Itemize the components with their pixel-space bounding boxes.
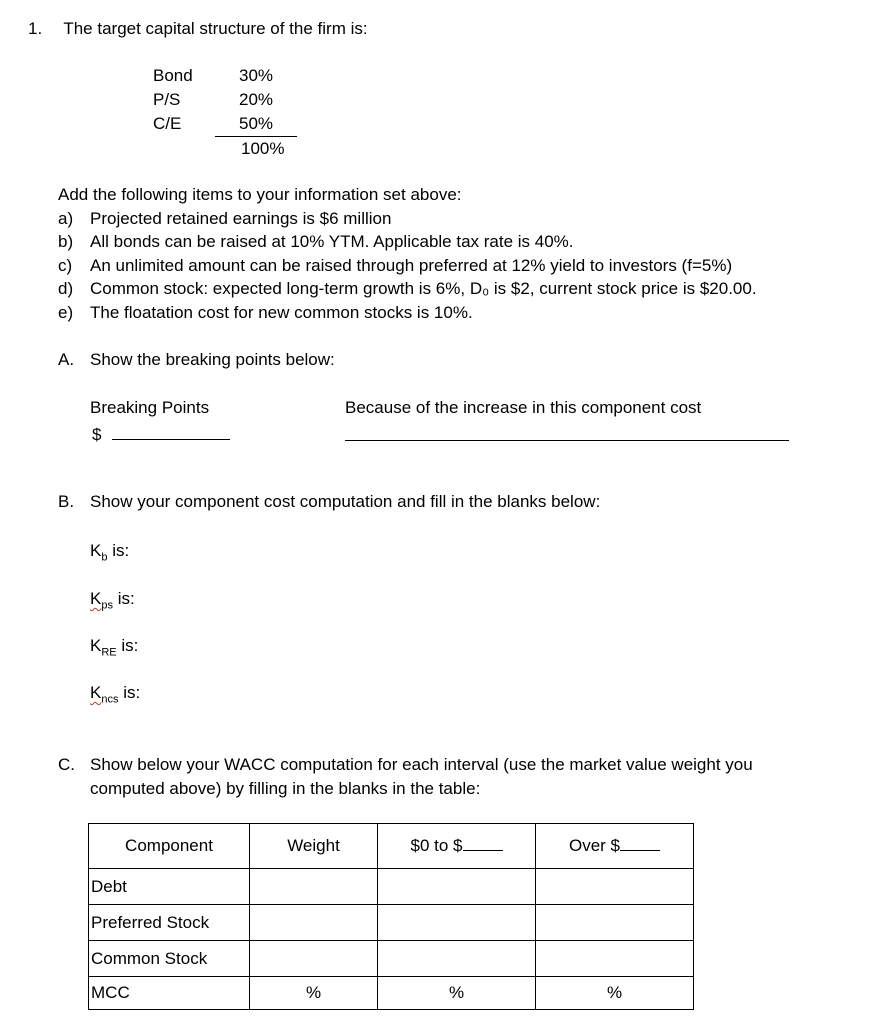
part-c-line1: Show below your WACC computation for each interval (use the market value weight you (90, 755, 753, 774)
capital-row-total (153, 137, 297, 162)
capital-value: 30% (238, 66, 274, 85)
row-label-debt: Debt (89, 869, 250, 905)
component-cost-blank[interactable] (345, 440, 789, 441)
list-marker: b) (58, 232, 74, 251)
kps-label: $K_{ps}$ is: (90, 589, 135, 612)
capital-label: P/S (153, 90, 181, 109)
row-label-mcc: MCC (89, 977, 250, 1010)
list-item (58, 277, 757, 301)
interval-2-blank[interactable] (620, 836, 660, 851)
list-text: All bonds can be raised at 10% YTM. Applicable tax rate is 40%. (90, 232, 574, 251)
list-text: Common stock: expected long-term growth is 6%, D₀ is $2, current stock price is $20.00. (90, 279, 757, 298)
part-c-line2: computed above) by filling in the blanks in the table: (90, 779, 481, 798)
row-label-preferred: Preferred Stock (89, 905, 250, 941)
part-b-text: Show your component cost computation and fill in the blanks below: (90, 492, 601, 511)
kre-label: $K_{RE}$ is: (90, 636, 139, 659)
interval-2-cell[interactable] (536, 905, 694, 941)
table-row (89, 941, 694, 977)
mcc-interval-1-cell[interactable]: % (378, 977, 536, 1010)
list-marker: a) (58, 208, 74, 228)
breaking-points-header: Breaking Points (90, 398, 210, 417)
question-header (28, 19, 368, 39)
info-list (58, 183, 757, 324)
mcc-weight-cell[interactable]: % (250, 977, 378, 1010)
header-interval-2: Over $ (536, 824, 694, 869)
capital-row-bond (153, 64, 297, 88)
interval-1-cell[interactable] (378, 941, 536, 977)
dollar-sign: $ (92, 425, 102, 444)
table-row (89, 869, 694, 905)
list-text: Projected retained earnings is $6 million (90, 208, 392, 228)
capital-total: 100% (241, 139, 285, 158)
list-text: An unlimited amount can be raised through preferred at 12% yield to investors (f=5%) (90, 255, 733, 275)
interval-1-blank[interactable] (463, 836, 503, 851)
list-marker: d) (58, 279, 74, 298)
interval-2-cell[interactable] (536, 941, 694, 977)
question-title: The target capital structure of the firm is: (63, 19, 368, 38)
part-marker: C. (58, 755, 75, 774)
interval-1-cell[interactable] (378, 869, 536, 905)
list-item (58, 207, 757, 231)
list-item (58, 230, 757, 254)
capital-row-ce (153, 112, 297, 137)
info-intro: Add the following items to your information set above: (58, 185, 462, 204)
capital-value: 50% (215, 112, 297, 137)
breaking-point-blank[interactable] (112, 423, 230, 440)
interval-2-cell[interactable] (536, 869, 694, 905)
kncs-label: $K_{ncs}$ is: (90, 683, 141, 706)
kb-label: $K_b$ is: (90, 541, 130, 564)
part-a-heading (58, 350, 335, 370)
component-cost-header: Because of the increase in this component cost (345, 398, 702, 417)
table-header-row (89, 824, 694, 869)
part-marker: B. (58, 492, 75, 511)
part-a-text: Show the breaking points below: (90, 350, 335, 369)
part-c-heading (58, 755, 753, 775)
list-marker: c) (58, 255, 73, 275)
header-weight: Weight (250, 824, 378, 869)
table-row (89, 905, 694, 941)
part-marker: A. (58, 350, 75, 369)
breaking-point-field[interactable] (92, 423, 230, 445)
row-label-common: Common Stock (89, 941, 250, 977)
weight-cell[interactable] (250, 905, 378, 941)
capital-label: C/E (153, 114, 182, 134)
part-b-heading (58, 492, 600, 512)
header-component: Component (89, 824, 250, 869)
interval-1-cell[interactable] (378, 905, 536, 941)
list-text: The floatation cost for new common stocks is 10%. (90, 302, 473, 322)
list-marker: e) (58, 302, 74, 322)
capital-structure-table (153, 64, 297, 161)
list-item (58, 254, 757, 278)
capital-row-ps (153, 88, 297, 112)
table-row-mcc (89, 977, 694, 1010)
wacc-table (88, 823, 694, 1010)
header-interval-1: $0 to $ (378, 824, 536, 869)
list-item (58, 301, 757, 325)
question-number: 1. (28, 19, 43, 38)
capital-value: 20% (238, 90, 274, 109)
weight-cell[interactable] (250, 941, 378, 977)
weight-cell[interactable] (250, 869, 378, 905)
mcc-interval-2-cell[interactable]: % (536, 977, 694, 1010)
capital-label: Bond (153, 66, 193, 85)
